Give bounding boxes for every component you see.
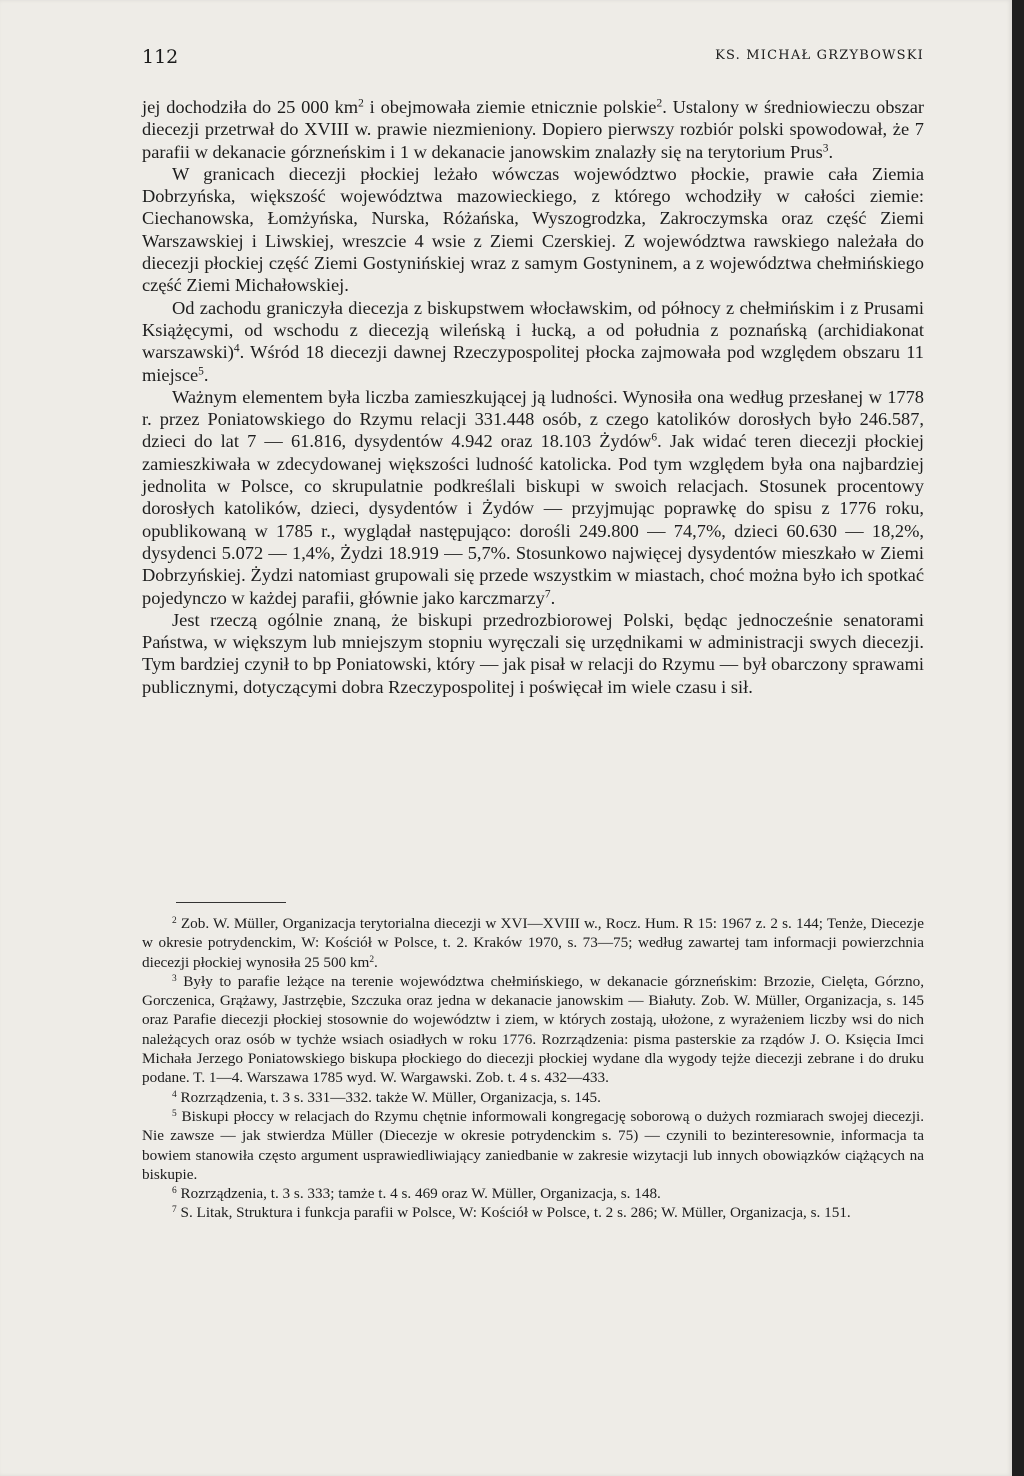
footnote-text: Zob. W. Müller, Organizacja terytorialna diecezji w XVI—XVIII w., Rocz. Hum. R 15: 1967 z. 2 s. 144; Tenże, Diecezje w okresie potrydenckim, W: Kościół w Polsce, t. 2. Kraków 1970, s. 73—75; według zawartej tam informacji powierzchnia diecezji płockiej wynosiła 25 500 km	[142, 915, 924, 971]
footnotes	[142, 914, 924, 1223]
paragraph-4	[142, 386, 924, 609]
paragraph-2: W granicach diecezji płockiej leżało wówczas województwo płockie, prawie cała Ziemia Dobrzyńska, większość województwa mazowieckiego, z którego wchodziły w całości ziemie: Ciechanowska, Łomżyńska, Nurska, Różańska, Wyszogrodzka, Zakroczymska oraz część Ziemi Warszawskiej i Liwskiej, wreszcie 4 wsie z Ziemi Czerskiej. Z województwa rawskiego należała do diecezji płockiej część Ziemi Gostynińskiej wraz z samym Gostyninem, a z województwa chełmińskiego część Ziemi Michałowskiej.	[142, 163, 924, 296]
text-run: i obejmowała ziemie etnicznie polskie	[363, 97, 657, 117]
text-run: .	[828, 141, 834, 162]
footnote-mark: 4	[172, 1089, 177, 1100]
footnote-text: Rozrządzenia, t. 3 s. 331—332. także W. Müller, Organizacja, s. 145.	[176, 1088, 601, 1106]
scan-edge	[1012, 0, 1024, 1476]
text-run: . Jak widać teren diecezji płockiej zamieszkiwała w zdecydowanej większości ludność katolicka. Pod tym względem była ona najbardziej jednolita w Polsce, co skrupulatnie podkreślali biskupi w swoich relacjach. Stosunek procentowy dorosłych katolików, dzieci, dysydentów i Żydów — przyjmując poprawkę do spisu z 1776 roku, opublikowaną w 1785 r., wyglądał następująco: dorośli 249.800 — 74,7%, dzieci 60.630 — 18,2%, dysydenci 5.072 — 1,4%, Żydzi 18.919 — 5,7%. Stosunkowo najwięcej dysydentów mieszkało w Ziemi Dobrzyńskiej. Żydzi natomiast grupowali się przede wszystkim w miastach, choć można było ich spotkać pojedynczo w każdej parafii, głównie jako karczmarzy	[142, 431, 924, 608]
footnote-mark: 6	[172, 1185, 177, 1196]
footnote-mark: 5	[172, 1108, 177, 1119]
paragraph-5: Jest rzeczą ogólnie znaną, że biskupi przedrozbiorowej Polski, będąc jednocześnie senatorami Państwa, w większym lub mniejszym stopniu wyręczali się urzędnikami w administracji swych diecezji. Tym bardziej czynił to bp Poniatowski, który — jak pisał w relacji do Rzymu — był obarczony sprawami publicznymi, dotyczącymi dobra Rzeczypospolitej i poświęcał im wiele czasu i sił.	[142, 609, 924, 697]
footnote-3	[142, 972, 924, 1088]
text-run: Od zachodu graniczyła diecezja z biskupstwem włocławskim, od północy z chełmińskim i z Prusami Książęcymi, od wschodu z diecezją wileńską i łucką, a od południa z poznańską (archidiakonat warszawski)	[142, 297, 924, 363]
footnote-2	[142, 914, 924, 972]
footnote-ref-6: 6	[651, 432, 658, 445]
superscript: 2	[369, 954, 375, 965]
text-run: . Wśród 18 diecezji dawnej Rzeczypospolitej płocka zajmowała pod względem obszaru 11 miejsce	[142, 342, 924, 385]
footnote-5	[142, 1107, 924, 1184]
paragraph-3	[142, 297, 924, 386]
superscript-2: 2	[358, 97, 364, 110]
page-number: 112	[142, 46, 179, 68]
text-run: jej dochodziła do 25 000 km	[142, 97, 359, 117]
footnote-ref-5: 5	[198, 365, 204, 378]
footnote-6	[142, 1184, 924, 1203]
footnote-ref-2: 2	[656, 97, 663, 110]
footnote-text: S. Litak, Struktura i funkcja parafii w Polsce, W: Kościół w Polsce, t. 2 s. 286; W. Müller, Organizacja, s. 151.	[176, 1204, 851, 1222]
footnote-text: Były to parafie leżące na terenie województwa chełmińskiego, w dekanacie górzneńskim: Brzozie, Cielęta, Górzno, Gorczenica, Grążawy, Jastrzębie, Szczuka oraz jedna w dekanacie janowskim — Białuty. Zob. W. Müller, Organizacja, s. 145 oraz Parafie diecezji płockiej stosownie do województw i ziem, w których zostają, ułożone, z wyrażeniem liczby wsi do nich należących oraz osób w tychże wsiach osiadłych w roku 1776. Rozrządzenia: pisma pasterskie za rządów J. O. Księcia Imci Michała Jerzego Poniatowskiego biskupa płockiego do diecezji płockiej wydane dla wygody tejże diecezji zebrane i do druku podane. T. 1—4. Warszawa 1785 wyd. W. Wargawski. Zob. t. 4 s. 432—433.	[142, 972, 924, 1087]
footnote-separator	[176, 902, 286, 903]
footnote-ref-7: 7	[544, 588, 551, 601]
footnote-7	[142, 1203, 924, 1222]
footnote-4	[142, 1088, 924, 1107]
running-head	[142, 46, 924, 74]
footnote-ref-4: 4	[233, 343, 240, 355]
footnote-mark: 7	[172, 1205, 177, 1216]
text-run: . Ustalony w średniowieczu obszar diecezji przetrwał do XVIII w. prawie niezmieniony. Dopiero pierwszy rozbiór polski spowodował, że 7 parafii w dekanacie górzneńskim i 1 w dekanacie janowskim znalazły się na terytorium Prus	[142, 97, 925, 162]
footnote-text: Biskupi płoccy w relacjach do Rzymu chętnie informowali kongregację soborową o dużych rozmiarach swojej diecezji. Nie zawsze — jak stwierdza Müller (Diecezje w okresie potrydenckim s. 75) — czynili to bezinteresownie, informacja ta bowiem stanowiła często argument usprawiedliwiający zaniedbanie w zakresie wizytacji lub innych obowiązków ciążących na biskupie.	[142, 1107, 924, 1183]
main-text	[142, 96, 924, 698]
text-run: .	[550, 587, 556, 608]
text-run: Ważnym elementem była liczba zamieszkującej ją ludności. Wynosiła ona według przesłanej w 1778 r. przez Poniatowskiego do Rzymu relacji 331.448 osób, z czego katolików dorosłych było 246.587, dzieci do lat 7 — 61.816, dysydentów 4.942 oraz 18.103 Żydów	[142, 386, 924, 452]
footnote-text-tail: .	[374, 953, 378, 971]
footnote-mark: 2	[172, 915, 177, 926]
footnote-mark: 3	[172, 973, 177, 984]
running-title: KS. MICHAŁ GRZYBOWSKI	[715, 48, 924, 63]
text-run: .	[203, 364, 209, 385]
paragraph-1	[142, 96, 924, 163]
footnote-text: Rozrządzenia, t. 3 s. 333; tamże t. 4 s. 469 oraz W. Müller, Organizacja, s. 148.	[176, 1185, 661, 1203]
footnote-ref-3: 3	[822, 142, 829, 155]
